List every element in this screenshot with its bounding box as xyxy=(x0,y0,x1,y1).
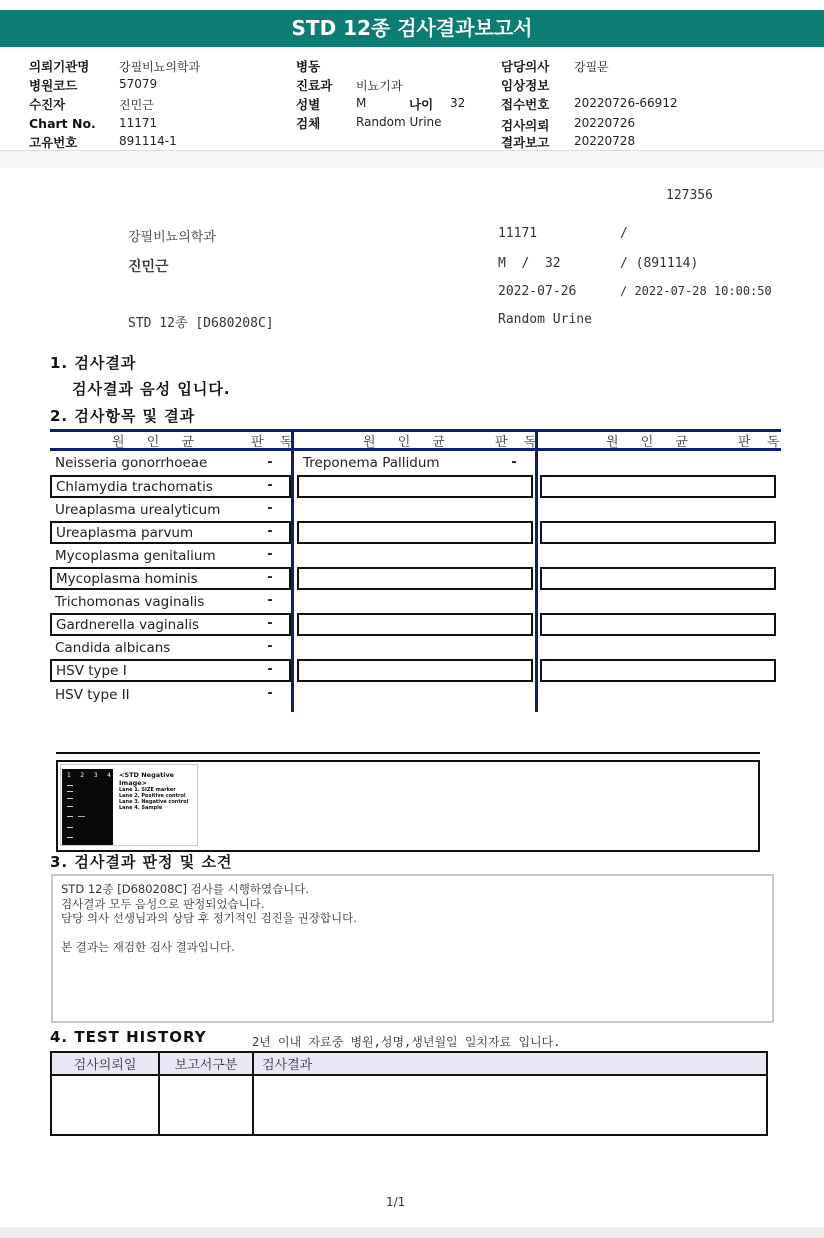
header-value: 57079 xyxy=(119,77,158,91)
opinion-line: 본 결과는 재검한 검사 결과입니다. xyxy=(61,940,235,954)
header-label: 진료과 xyxy=(296,78,333,93)
gel-legend-item: Lane 4. Sample xyxy=(119,805,163,811)
result-value: - xyxy=(267,570,273,585)
result-value: - xyxy=(267,547,273,562)
header-value: 891114-1 xyxy=(119,134,177,148)
slash: / xyxy=(620,226,628,241)
row-box xyxy=(297,613,533,636)
request-date: 2022-07-26 xyxy=(498,284,577,299)
lane-number: 3 xyxy=(93,772,98,779)
pathogen-name: Treponema Pallidum xyxy=(303,455,440,471)
chart-number: 11171 xyxy=(498,226,538,241)
gel-legend-item: Lane 3. Negative control xyxy=(119,799,189,805)
age-label: 나이 xyxy=(409,97,434,112)
column-header-pathogen: 원 인 균 xyxy=(112,435,203,450)
gel-photo xyxy=(62,769,113,845)
history-empty-row xyxy=(51,1075,767,1135)
row-box xyxy=(540,475,776,498)
history-col-header: 검사결과 xyxy=(253,1052,767,1075)
header-label: 임상정보 xyxy=(501,78,550,93)
header-label: 병동 xyxy=(296,59,321,74)
gel-band xyxy=(67,827,73,828)
header-label: 수진자 xyxy=(29,97,66,112)
row-box xyxy=(297,521,533,544)
row-box xyxy=(297,567,533,590)
opinion-line: 담당 의사 선생님과의 상담 후 정기적인 검진을 권장합니다. xyxy=(61,911,357,925)
divider-band xyxy=(0,151,824,168)
hospital-name: 강필비뇨의학과 xyxy=(128,230,216,245)
pathogen-name: Mycoplasma genitalium xyxy=(55,548,216,564)
row-box xyxy=(297,659,533,682)
pathogen-name: Ureaplasma urealyticum xyxy=(55,502,221,518)
row-box xyxy=(297,475,533,498)
column-header-result: 판 독 xyxy=(251,435,299,450)
gel-band xyxy=(67,785,73,786)
gel-image-title: <STD Negative Image> xyxy=(119,771,175,787)
gel-band xyxy=(67,791,73,792)
history-col-header: 보고서구분 xyxy=(159,1052,253,1075)
test-name: STD 12종 [D680208C] xyxy=(128,316,274,331)
result-value: - xyxy=(267,662,273,677)
row-box xyxy=(540,613,776,636)
history-col-header: 검사의뢰일 xyxy=(51,1052,159,1075)
header-label: 고유번호 xyxy=(29,135,78,150)
opinion-text xyxy=(61,882,357,955)
header-label: 검체 xyxy=(296,116,321,131)
header-label: 성별 xyxy=(296,97,321,112)
pathogen-name: Neisseria gonorrhoeae xyxy=(55,455,208,471)
column-header-pathogen: 원 인 균 xyxy=(363,435,454,450)
header-value: 비뇨기과 xyxy=(356,79,403,93)
lane-numbers xyxy=(67,772,111,779)
gel-band xyxy=(67,798,73,799)
header-label: 병원코드 xyxy=(29,78,78,93)
header-label: 검사의뢰 xyxy=(501,118,550,133)
header-label: Chart No. xyxy=(29,116,96,131)
pathogen-name: Chlamydia trachomatis xyxy=(56,479,213,495)
history-cell xyxy=(159,1075,253,1135)
column-header-pathogen: 원 인 균 xyxy=(606,435,697,450)
header-value: 강필문 xyxy=(574,60,609,74)
header-value: 진민근 xyxy=(119,98,154,112)
result-value: - xyxy=(511,455,517,470)
header-value: M xyxy=(356,96,367,110)
header-label: 접수번호 xyxy=(501,97,550,112)
column-header-result: 판 독 xyxy=(738,435,786,450)
header-label: 결과보고 xyxy=(501,135,550,150)
history-cell xyxy=(51,1075,159,1135)
lane-number: 2 xyxy=(80,772,85,779)
column-header-result: 판 독 xyxy=(495,435,543,450)
report-code: 127356 xyxy=(666,188,713,203)
result-value: - xyxy=(267,455,273,470)
gel-legend-item: Lane 1. SIZE marker xyxy=(119,787,176,793)
result-value: - xyxy=(267,616,273,631)
header-label: 담당의사 xyxy=(501,59,550,74)
lane-number: 1 xyxy=(67,772,71,779)
header-value: 강필비뇨의학과 xyxy=(119,60,201,74)
sex-age: M / 32 xyxy=(498,256,561,271)
gel-band xyxy=(67,837,73,838)
pathogen-name: Trichomonas vaginalis xyxy=(55,594,205,610)
report-title: STD 12종 검사결과보고서 xyxy=(0,10,824,47)
header-value: 11171 xyxy=(119,116,158,130)
result-value: - xyxy=(267,593,273,608)
report-datetime: / 2022-07-28 10:00:50 xyxy=(620,284,772,298)
header-value: 20220726-66912 xyxy=(574,96,678,110)
gel-band xyxy=(67,816,73,817)
pathogen-name: HSV type I xyxy=(56,663,127,679)
result-value: - xyxy=(267,686,273,701)
history-note: 2년 이내 자료중 병원,성명,생년월일 일치자료 입니다. xyxy=(252,1035,561,1049)
row-box xyxy=(540,659,776,682)
age-value: 32 xyxy=(450,96,466,110)
pathogen-name: Gardnerella vaginalis xyxy=(56,617,200,633)
section-3-heading: 3. 검사결과 판정 및 소견 xyxy=(50,853,233,871)
opinion-box xyxy=(51,874,774,1023)
divider-line xyxy=(56,752,760,754)
gel-legend xyxy=(119,787,188,811)
history-cell xyxy=(253,1075,767,1135)
header-value: 20220726 xyxy=(574,116,636,130)
section-1-heading: 1. 검사결과 xyxy=(50,354,137,372)
gel-band xyxy=(78,816,85,817)
row-box xyxy=(540,521,776,544)
header-value: Random Urine xyxy=(356,115,442,129)
result-value: - xyxy=(267,478,273,493)
header-label: 의뢰기관명 xyxy=(29,59,90,74)
column-divider xyxy=(535,429,538,712)
patient-name: 진민근 xyxy=(128,259,169,275)
opinion-line xyxy=(61,926,357,941)
pathogen-name: Candida albicans xyxy=(55,640,171,656)
opinion-line: 검사결과 모두 음성으로 판정되었습니다. xyxy=(61,896,265,911)
birth-date: / (891114) xyxy=(620,256,699,271)
pathogen-name: Mycoplasma hominis xyxy=(56,571,198,587)
header-value: 20220728 xyxy=(574,134,636,148)
bottom-bar xyxy=(0,1227,824,1238)
history-header-row xyxy=(51,1052,767,1075)
gel-legend-item: Lane 2. Positive control xyxy=(119,793,186,799)
pathogen-name: Ureaplasma parvum xyxy=(56,525,194,541)
pathogen-name: HSV type II xyxy=(55,687,130,703)
opinion-line: STD 12종 [D680208C] 검사를 시행하였습니다. xyxy=(61,882,310,896)
result-summary: 검사결과 음성 입니다. xyxy=(72,380,231,398)
gel-band xyxy=(67,806,73,807)
section-4-heading: 4. TEST HISTORY xyxy=(50,1028,207,1046)
section-2-heading: 2. 검사항목 및 결과 xyxy=(50,407,196,425)
specimen: Random Urine xyxy=(498,312,592,327)
page-number: 1/1 xyxy=(386,1195,406,1209)
row-box xyxy=(540,567,776,590)
result-value: - xyxy=(267,501,273,516)
lane-number: 4 xyxy=(107,772,111,779)
result-value: - xyxy=(267,639,273,654)
column-divider xyxy=(291,429,294,712)
gel-image xyxy=(60,764,198,846)
result-value: - xyxy=(267,524,273,539)
history-table xyxy=(50,1051,768,1136)
